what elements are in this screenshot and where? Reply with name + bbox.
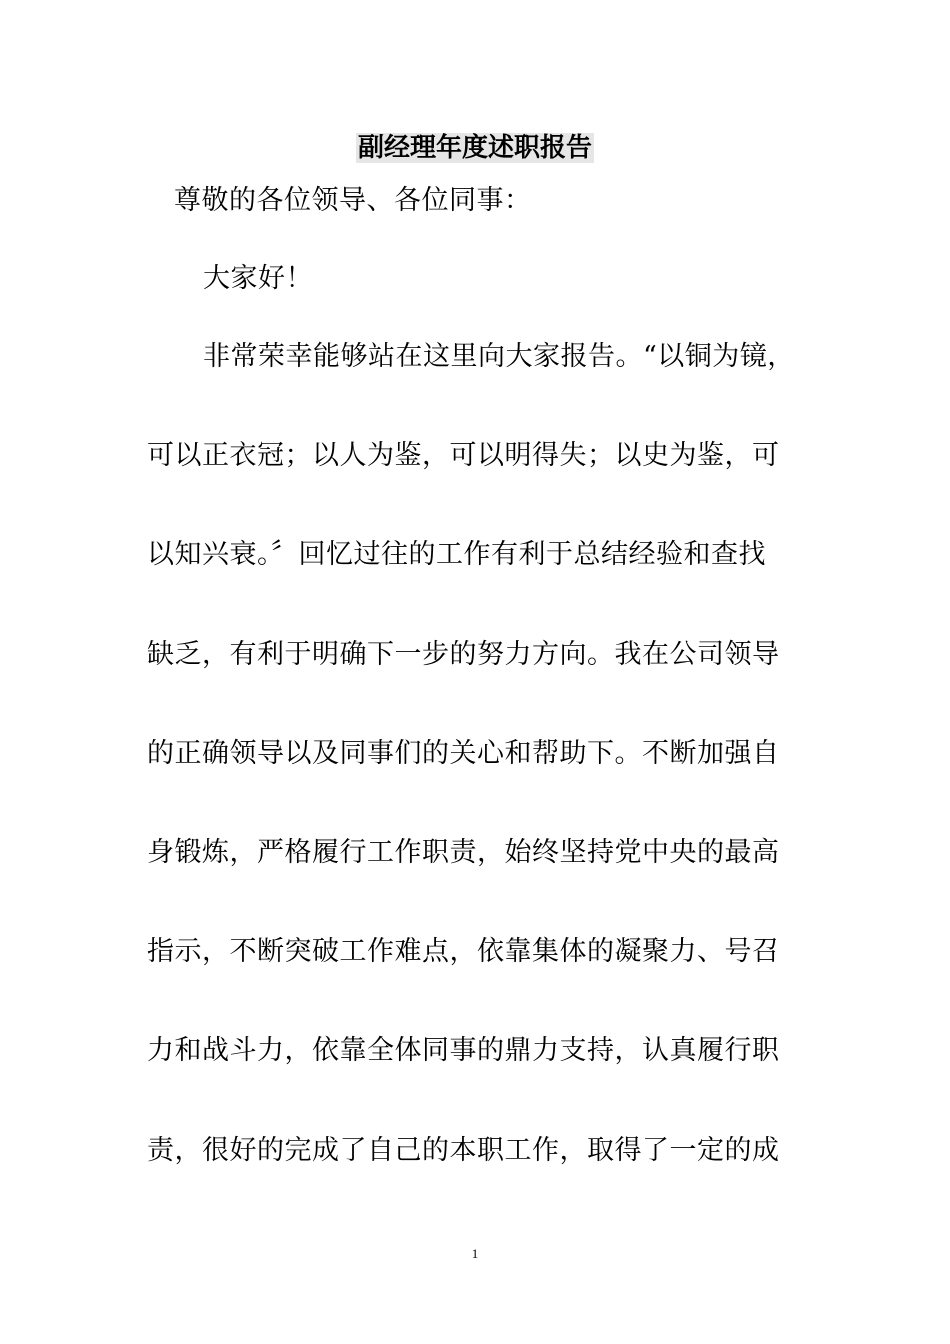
salutation: 尊敬的各位领导、各位同事：: [174, 185, 532, 216]
document-title: [0, 131, 950, 165]
body-line: 可以正衣冠；以人为鉴，可以明得失；以史为鉴，可: [147, 440, 780, 471]
body-line: 缺乏，有利于明确下一步的努力方向。我在公司领导: [147, 639, 780, 670]
body-line: 身锻炼，严格履行工作职责，始终坚持党中央的最高: [147, 837, 780, 868]
body-line: 非常荣幸能够站在这里向大家报告。“以铜为镜，: [203, 341, 795, 372]
page-number: 1: [471, 1246, 479, 1261]
greeting: 大家好！: [203, 263, 313, 294]
body-line: 力和战斗力，依靠全体同事的鼎力支持，认真履行职: [147, 1035, 780, 1066]
body-line: 以知兴衰。〞回忆过往的工作有利于总结经验和查找: [147, 539, 766, 570]
body-line: 的正确领导以及同事们的关心和帮助下。不断加强自: [147, 738, 780, 769]
document-title-text: 副经理年度述职报告: [357, 133, 592, 163]
body-line: 责，很好的完成了自己的本职工作，取得了一定的成: [147, 1135, 780, 1166]
body-line: 指示，不断突破工作难点，依靠集体的凝聚力、号召: [147, 936, 780, 967]
